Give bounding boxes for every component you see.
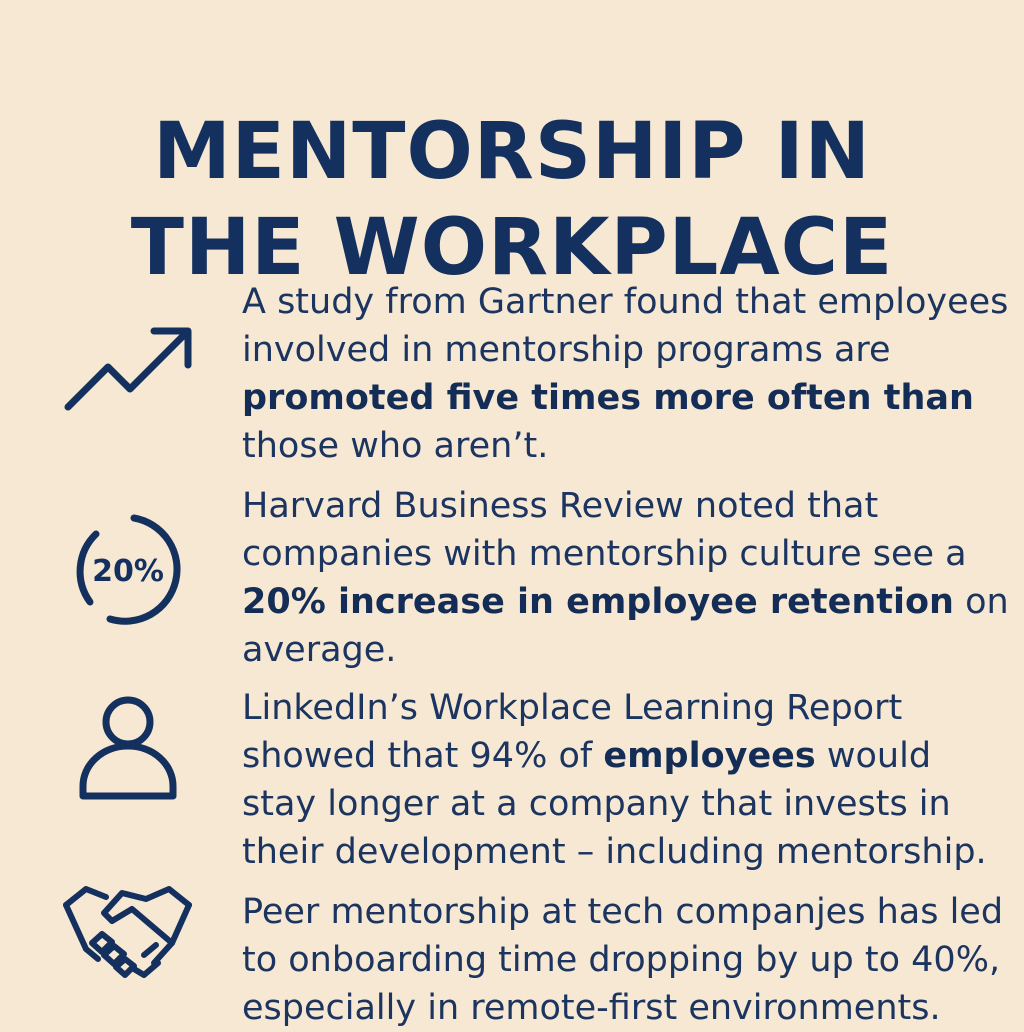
- trend-up-arrow-icon: [55, 316, 200, 416]
- stat-text-regular: Harvard Business Review noted that companies with mentorship culture see a: [242, 486, 967, 574]
- stat-text-regular: would stay longer at a company that invests in their development – including mentorship.: [242, 736, 987, 872]
- person-icon: [55, 692, 200, 802]
- stat-text: [242, 482, 1012, 674]
- percent-ring-label: 20%: [91, 554, 164, 589]
- stat-text-regular: those who aren’t.: [242, 426, 549, 466]
- page-title: [0, 104, 1024, 296]
- stat-text: [242, 278, 1012, 470]
- stat-text: [242, 684, 1012, 876]
- stat-text-highlight: employees: [603, 736, 816, 776]
- stat-text-regular: LinkedIn’s Workplace Learning Report showed that 94% of: [242, 688, 903, 776]
- stat-text-regular: A study from Gartner found that employees involved in mentorship programs are: [242, 282, 1009, 370]
- stat-text-regular: on average.: [242, 582, 1009, 670]
- stat-text-highlight: 20% increase in employee retention: [242, 582, 954, 622]
- title-line-2: THE WORKPLACE: [130, 203, 894, 294]
- percent-ring-icon: [55, 510, 200, 630]
- stat-text-highlight: promoted five times more often than: [242, 378, 974, 418]
- title-line-1: MENTORSHIP IN: [153, 107, 871, 198]
- handshake-icon: [55, 878, 200, 988]
- stat-text-regular: Peer mentorship at tech companjes has led to onboarding time dropping by up to 40%, especially in remote-first environments.: [242, 892, 1004, 1028]
- stat-text: [242, 888, 1012, 1032]
